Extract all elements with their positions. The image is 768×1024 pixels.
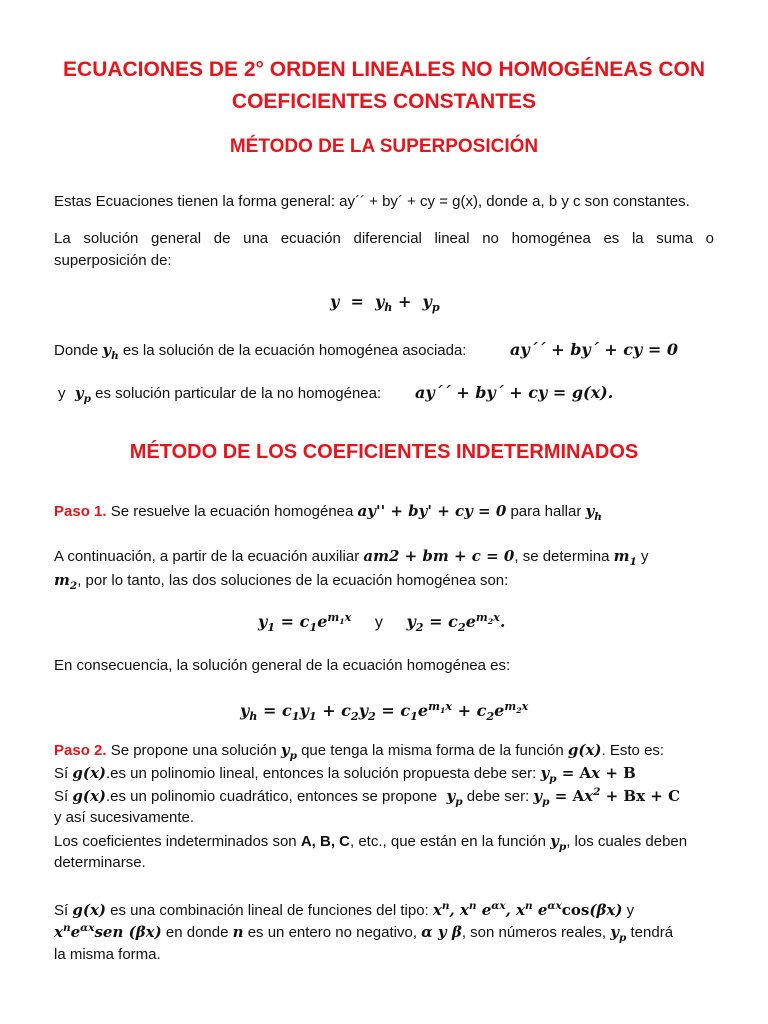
yh-symbol: $y_h$ [102, 341, 119, 362]
yp-line [58, 383, 381, 404]
donde-prefix: Donde [54, 342, 99, 359]
auxiliary-equation: am2 + bm + c = 0 [363, 547, 515, 565]
comb-si: Sí [54, 902, 69, 919]
gx-symbol-3: g(x) [72, 787, 106, 805]
coefficients-line-2: determinarse. [54, 854, 146, 871]
paso1-equation: ay'' + by' + cy = 0 [357, 502, 507, 520]
yp-text: es solución particular de la no homogénea: [95, 385, 382, 402]
gx-symbol: g(x) [567, 741, 602, 759]
equation-superposition: $y = y_h + y_p$ [330, 292, 440, 315]
linear-line [54, 763, 636, 784]
donde-line [54, 340, 466, 361]
equation-nonhomogeneous: ay´´ + by´ + cy = g(x). [415, 383, 614, 402]
general-solution-line-1: La solución general de una ecuación diferencial lineal no homogénea es la suma o [54, 230, 714, 247]
consequence-paragraph: En consecuencia, la solución general de la ecuación homogénea es: [54, 657, 511, 674]
comb2-text-b: es un entero no negativo, [247, 924, 417, 941]
cont-text-line2: , por lo tanto, las dos soluciones de la ecuación homogénea son: [77, 572, 509, 589]
linear-si: Sí [54, 765, 69, 782]
continuation-line-2 [54, 570, 508, 591]
quadratic-text-2: debe ser: [466, 788, 530, 805]
donde-text: es la solución de la ecuación homogénea asociada: [122, 342, 467, 359]
sine-term: $x^ne^{\alpha x}sen$ (βx) [54, 922, 162, 941]
paso2-text-b: que tenga la misma forma de la función [301, 742, 564, 759]
general-solution-line-2: superposición de: [54, 252, 172, 269]
paso2-label: Paso 2. [54, 742, 107, 759]
comb-text: es una combinación lineal de funciones del tipo: [110, 902, 429, 919]
equation-homogeneous: ay´´ + by´ + cy = 0 [510, 340, 678, 359]
yp-symbol-5: $y_p$ [610, 923, 627, 944]
paso2-text-c: . Esto es: [601, 742, 665, 759]
y-prefix: y [58, 385, 66, 402]
comb2-text-d: tendrá [630, 924, 674, 941]
yp-symbol-3: $y_p$ [441, 787, 463, 808]
linear-text: .es un polinomio lineal, entonces la solución propuesta debe ser: [106, 765, 537, 782]
paso1-tail: para hallar [510, 503, 582, 520]
cont-text-a: A continuación, a partir de la ecuación auxiliar [54, 548, 360, 565]
quadratic-line [54, 786, 680, 807]
coef-letters: A, B, C [300, 833, 350, 850]
cont-text-c: y [640, 548, 649, 565]
yp-symbol-4: $y_p$ [550, 832, 567, 853]
gx-symbol-2: g(x) [72, 764, 106, 782]
quadratic-proposal: $y_p = Ax^2 + Bx + C$ [533, 786, 681, 808]
paso1-text: Se resuelve la ecuación homogénea [110, 503, 354, 520]
quadratic-si: Sí [54, 788, 69, 805]
cont-text-b: , se determina [514, 548, 610, 565]
gx-symbol-4: g(x) [72, 901, 106, 919]
subtitle-superposition: MÉTODO DE LA SUPERPOSICIÓN [229, 136, 539, 157]
equation-solutions: $y_1 = c_1e^{m_1x}$ y $y_2 = c_2e^{m_2x}$. [258, 609, 506, 635]
comb2-text-a: en donde [165, 924, 229, 941]
coef-text-d: , los cuales deben [566, 833, 688, 850]
comb-y: y [626, 902, 635, 919]
alpha-beta: α y β [421, 923, 462, 941]
yp-symbol-2: $y_p$ [280, 741, 297, 762]
coef-text-a: Los coeficientes indeterminados son [54, 833, 297, 850]
yp-symbol: $y_p$ [69, 384, 91, 405]
paso2-line [54, 740, 664, 761]
subtitle-coefficients: MÉTODO DE LOS COEFICIENTES INDETERMINADOS [129, 441, 639, 463]
coefficients-line-1 [54, 831, 687, 852]
continuation-line-1 [54, 546, 648, 567]
title-line-1: ECUACIONES DE 2° ORDEN LINEALES NO HOMOGÉNEAS CON [63, 58, 705, 81]
m2-symbol: $m_2$ [54, 571, 78, 592]
coef-text-c: , etc., que están en la función [350, 833, 546, 850]
n-symbol: n [232, 923, 244, 941]
combination-line-2 [54, 922, 673, 943]
m1-symbol: $m_1$ [613, 547, 637, 568]
paso1-line [54, 501, 602, 522]
yh-symbol-2: $y_h$ [585, 502, 602, 523]
quadratic-text: .es un polinomio cuadrático, entonces se propone [106, 788, 438, 805]
function-types: $x^n$, $x^n$ $e^{\alpha x}$, $x^n$ $e^{\alpha x}\cos(\beta x)$ [432, 900, 623, 919]
paso1-label: Paso 1. [54, 503, 107, 520]
comb2-text-c: , son números reales, [461, 924, 607, 941]
intro-paragraph: Estas Ecuaciones tienen la forma general: ay´´ + by´ + cy = g(x), donde a, b y c son constantes. [54, 193, 690, 210]
equation-homogeneous-general: $y_h = c_1y_1 + c_2y_2 = c_1e^{m_1x} + c_2e^{m_2x}$ [240, 698, 529, 724]
paso2-text-a: Se propone una solución [110, 742, 277, 759]
combination-line-3: la misma forma. [54, 946, 161, 963]
title-line-2: COEFICIENTES CONSTANTES [231, 90, 537, 113]
so-on-line: y así sucesivamente. [54, 809, 195, 826]
linear-proposal: $y_p = Ax + B$ [540, 764, 636, 785]
combination-line-1 [54, 900, 634, 921]
y-separator: y [374, 614, 383, 631]
